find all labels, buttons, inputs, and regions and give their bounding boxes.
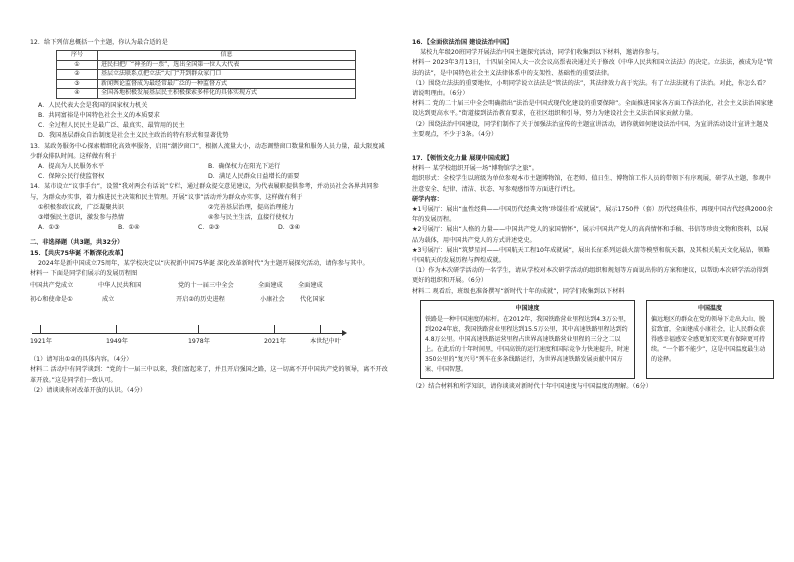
q15-material2: 材料二 活动中有同学谈到：“党的十一届三中以来，我们富起来了，并且开启强国之路，这一切离不开中国共产党的领导，离不开改革开放。”这是同学们一致认可。 [30, 366, 388, 384]
q13-option-b: B．确保权力在阳光下运行 [208, 162, 281, 170]
timeline-event-bottom: 开启②的历史进程 [176, 296, 225, 304]
q15-intro: 2024年是新中国成立75周年，某学校决定以“庆祝新中国75华诞 深化改革新时代”为主题开展探究活动，请你参与其中。 [38, 259, 369, 267]
table-row [57, 70, 356, 80]
timeline-year: 1949年 [106, 338, 128, 346]
timeline-year: 1921年 [30, 338, 52, 346]
q14-option-a: A．①③ [38, 224, 60, 232]
q12-option-b: B．共同富裕是中国特色社会主义的本质要求 [38, 111, 160, 119]
q14-sub-options-row1 [30, 203, 390, 213]
q16-sub2: （2）围绕法治中国建设，同学们制作了关于加强法治宣传的主题宣讲活动，请你就如何建设法治中国，为宣讲活动设计宣讲主题及主要观点，不少于3条。（4分） [412, 120, 769, 138]
table-cell: 进民扫把厂“神圣的一票”，选出全国第一位人大代表 [98, 60, 356, 70]
q16-intro: 某校九年级20班同学开展法治中国主题探究活动，同学们收集到以下材料，邀请你参与。 [420, 49, 663, 57]
timeline-event-top: 党的十一届三中全会 [178, 282, 234, 290]
q17-title: 17．【领悟文化力量 展现中国成就】 [412, 155, 513, 163]
q14-sub-options-row2 [30, 213, 390, 223]
q17-sub2: （2）结合材料和所学知识，请你谈谈对新时代十年中国速度与中国温度的理解。（6分） [412, 382, 652, 390]
part2-heading: 二、非选择题（共3题，共32分） [30, 239, 124, 247]
q13-stem: 13．某政务服务中心探索精细化高效率服务，启用“潮汐窗口”，根据人流量大小，动态调整窗口数量和服务人员力量，最大限度减少群众排队时间。这样做有利于 [30, 142, 385, 160]
q12-option-d: D．我国基层群众自治制度是社会主义民主政治的特有形式和显著优势 [38, 132, 229, 140]
table-row [57, 89, 356, 99]
timeline-year: 本世纪中叶 [310, 338, 341, 346]
q13-option-c: C．保障公民行使监督权 [38, 173, 105, 181]
table-cell: ④ [57, 89, 98, 99]
table-cell: ① [57, 60, 98, 70]
q17-hall1: ★1号展厅：展出“血性经典——中国历代经典文物‘珍馐佳肴’成就展”，展示1750件（套）历代经典佳作，再现中国古代经典2000余年的发展历程。 [412, 206, 773, 224]
timeline-event-bottom: 代化国家 [300, 296, 325, 304]
q14-options [30, 223, 390, 233]
q13-options-row1 [30, 162, 390, 172]
q15-sub1: （1）请写出①②的具体内容。（4分） [30, 356, 133, 364]
q14-sub-option-3: ③增强民主意识，激发参与热情 [38, 213, 124, 221]
q14-option-c: C．②③ [198, 224, 220, 232]
q14-option-b: B．①④ [118, 224, 140, 232]
q15-title: 15．【共庆75华诞 不断深化改革】 [30, 249, 127, 257]
q14-option-d: D．③④ [278, 224, 301, 232]
q13-options-row2 [30, 172, 390, 182]
q16-material1: 材料一 2023年3月13日，十四届全国人大一次会议高票表决通过关于修改《中华人民共和国立法法》的决定。立法法，被成为是“管法的法”，是中国特色社会主义法律体系中的支架性、基础性的重要法律。 [412, 59, 773, 77]
q17-org: 组织形式：全校学生以班级为单位参观本市主题博物馆，在老师、值日生、博物馆工作人员的带领下有序观展，研学从主题，参观中注意安全、纪律、清洁、状态、写参观感悟等方面进行评比。 [412, 175, 771, 193]
left-column [30, 38, 390, 396]
q12-stem: 12．给下列信息概括一个主题，你认为最合适的是 [30, 39, 168, 46]
q16-title: 16．【全面依法治国 建设法治中国】 [412, 39, 513, 46]
q12-option-a: A．人民代表大会是我国的国家权力机关 [38, 101, 148, 109]
q14-sub-option-4: ④参与民主生活，直接行使权力 [208, 213, 294, 221]
timeline-arrow-icon [342, 330, 347, 336]
material-boxes [420, 300, 774, 379]
timeline-event-bottom: 小康社会 [260, 296, 285, 304]
q17-hall3: ★3号展厅：展出“筑梦星河——中国航天工程10年成就展”，展出长征系列运载火箭等模型和航天器，及其相关航天文化展品，领略中国航天的发展历程与辉煌成就。 [412, 246, 770, 265]
table-cell: ② [57, 70, 98, 80]
q16-sub1: （1）围绕立法法的重要地位，小明同学说立法法是“管法的法”，其法律效力高于宪法。有了立法法就有了法治。对此，你怎么看？请说明理由。（6分） [412, 79, 769, 98]
table-row [57, 60, 356, 70]
timeline-tick [198, 325, 199, 333]
timeline-year: 1978年 [188, 338, 210, 346]
timeline-axis [32, 333, 344, 334]
q17-material1-heading: 材料一 某学校组织开展一场“博物馆学之旅”。 [412, 165, 538, 173]
table-header-number: 序号 [57, 51, 98, 61]
box-title: 中国温度 [697, 304, 722, 312]
timeline-event-bottom: 初心和使命是① [30, 296, 73, 304]
china-speed-box [420, 300, 635, 379]
q16-material2: 材料二 党的二十届三中全会明确指出“法治是中国式现代化建设的重要保障”。全面推进国家各方面工作法治化，社会主义法治国家建设达到更高水平。”街道接到法治教育要求，在社区组织和引导，努力为建设社会主义法治国家贡献力量。 [412, 100, 774, 118]
timeline-tick [116, 325, 117, 333]
q14-sub-option-1: ①积极参政议政，广泛凝聚共识 [38, 203, 124, 211]
box-text: 偏远地区的群众在党的领导下走出大山、脱贫致富，全面建成小康社会，让人民群众获得感幸福感安全感更加充实更有保障更可持续。“一个都不能少”，这是中国温度最生动的诠释。 [651, 315, 766, 363]
timeline-year: 2021年 [264, 338, 286, 346]
q17-content-heading: 研学内容： [412, 195, 443, 203]
q13-option-d: D．满足人民群众日益增长的需要 [208, 173, 300, 181]
table-header-info: 信息 [98, 51, 356, 61]
box-text: 铁路是一种中国速度的标杆。在2012年，我国铁路营业里程达到4.3万公里，到2024年底，我国铁路营业里程达到15.5万公里，其中高速铁路里程达到约4.8万公里。中国高速铁路运营里程占世界高速铁路营业里程的三分之二以上。在此后的十年时间里，中国高铁的运行速度和国际竞争力快速提升，时速350公里的“复兴号”列车在多条线路运行，为世界高速铁路发展贡献中国方案、中国智慧。 [425, 315, 630, 373]
right-column [412, 38, 774, 392]
q17-material2-heading: 材料二 观看后，班级也准备撰写“新时代十年的成就”，同学们收集到以下材料 [412, 287, 625, 295]
timeline-tick [40, 325, 41, 333]
q14-sub-option-2: ②完善基层治理，提高治理能力 [208, 203, 294, 211]
timeline-event-bottom: 成立 [102, 296, 115, 304]
q13-option-a: A．提高为人民服务水平 [38, 162, 105, 170]
timeline-event-top: 全面建成 [298, 282, 323, 290]
q17-hall2: ★2号展厅：展出“人格的力量——中国共产党人的家国情怀”，展示中国共产党人的高尚情怀和手稿、书信等珍贵文物和资料，以展品为载体，用中国共产党人的方式讲述党史。 [412, 226, 769, 244]
timeline-event-top: 中华人民共和国 [98, 282, 142, 290]
box-title: 中国速度 [515, 304, 540, 312]
table-cell: 新闻舆论监督成为最经常最广泛的一种监督方式 [98, 79, 356, 89]
q15-material1-heading: 材料一 下面是同学们展示的发展历程图 [30, 269, 138, 277]
development-timeline [30, 281, 390, 353]
table-cell: ③ [57, 79, 98, 89]
table-cell: 全国各地积极发展基层民主积极探索多样化的具体实现方式 [98, 89, 356, 99]
q12-info-table [56, 50, 356, 99]
timeline-tick [274, 325, 275, 333]
q17-sub1: （1）作为本次研学活动的一名学生，请从学校对本次研学活动的组织和规划等方面说出你的方案和建议，以帮助本次研学活动得到更好的组织和开展。（6分） [412, 267, 769, 285]
china-warmth-box [646, 300, 774, 379]
table-cell: 基层立法联系点把立法“大门”开到群众家门口 [98, 70, 356, 80]
q15-sub2: （2）请谈谈你对改革开放的认识。（4分） [30, 386, 147, 394]
timeline-tick [320, 325, 321, 333]
timeline-event-top: 全面建成 [258, 282, 283, 290]
table-row [57, 79, 356, 89]
timeline-event-top: 中国共产党成立 [30, 282, 74, 290]
q12-option-c: C．全过程人民民主是最广泛、最真实、最管用的民主 [38, 122, 185, 130]
q14-stem: 14．某市设立“议事手台”，设置“我对两会有话说”专栏，通过群众提交意见建议，为代表履职提供参考，并动员社会各界共同参与，为群众办实事，着力推进民主决策和民主管理。开展“议事”活动并为群众办实事，这样做有利于 [30, 183, 379, 201]
